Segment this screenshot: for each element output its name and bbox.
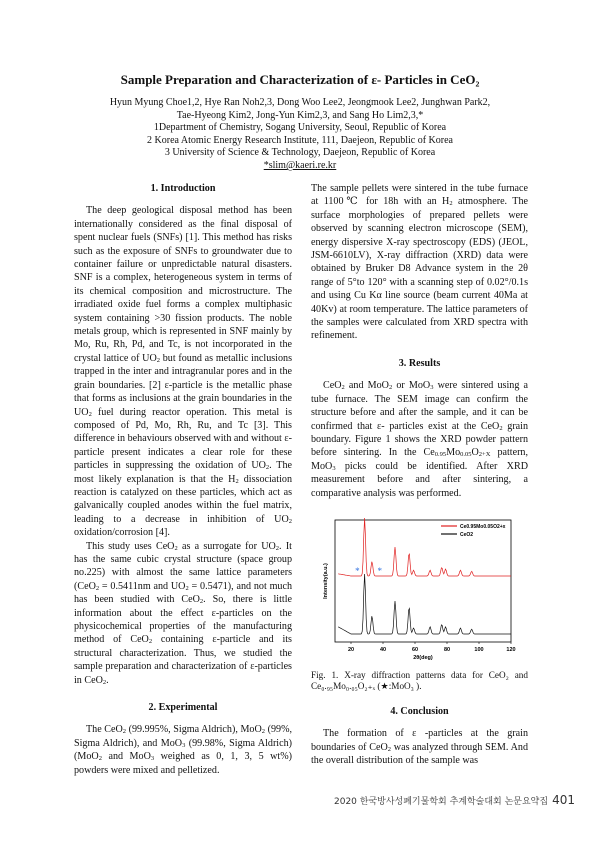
- page-number: 401: [552, 793, 575, 807]
- section-heading-results: 3. Results: [398, 357, 441, 369]
- legend-label: Ce0.95Mo0.05O2+x: [460, 523, 506, 530]
- author-block: [60, 97, 540, 173]
- results-paragraph: CeO$_2$ and MoO$_2$ or MoO$_3$ were sintered using a tube furnace. The SEM image can confirm the structure before and after the sample, and it can be confirmed that ε- particles exist at the CeO$_2$ grain boundary. Figure 1 shows the XRD powder pattern before sintering. In the $Ce_{0.95}Mo_{0.05}O_{2+X}$ pattern, MoO$_3$ picks could be identified. After XRD measurement before and after sintering, a comparative analysis was performed.: [311, 380, 529, 499]
- x-axis-label: 2θ(deg): [413, 654, 433, 661]
- series-line: [338, 574, 511, 634]
- x-tick-label: 60: [411, 646, 419, 653]
- x-tick-label: 80: [443, 646, 451, 653]
- experimental-paragraph-cont: The sample pellets were sintered in the tube furnace at 1100℃ for 18h with an $H_2$ atmosphere. The surface morphologies of prepared pellets were observed by scanning electron microscope (SEM), energy dispersive X-ray spectroscopy (EDS) (JEOL, JSM-6610LV), X-ray diffraction (XRD) data were obtained by Bruker D8 Advance system in the 2θ range of 5°to 120° with a scanning step of 0.02°/0.1s and using Cu Kα line source (beam current 40Ma at 40Kv) at room temperature. The lattice parameters of the samples were calculated from XRD spectra with refinement.: [311, 183, 529, 342]
- x-tick-label: 20: [347, 646, 355, 653]
- xrd-figure: [311, 514, 528, 664]
- section-heading-introduction: 1. Introduction: [150, 183, 216, 194]
- right-column: [311, 182, 528, 768]
- page-footer: [334, 793, 575, 807]
- plot-frame: [335, 520, 511, 642]
- moo3-marker: *: [377, 565, 383, 576]
- left-column: [74, 182, 292, 777]
- intro-paragraph-1: The deep geological disposal method has been internationally considered as the final disposal of spent nuclear fuels (SNFs) [1]. This method has risks such as the exposure of SNFs to groundwater due to container failure or unpredictable natural disasters. SNF is a complex, heterogeneous system in terms of its chemical composition and microstructure. The irradiated oxide fuel forms a complex multiphasic system containing >30 fission products. The noble metals group, which is represented in SNF mainly by Mo, Ru, Rh, Pd, and Tc, is not incorporated in the crystal lattice of $UO_2$ but found as metallic inclusions trapped in the inter and intragranular pores and in the grain boundaries. [2] ε-particle is the metallic phase that forms as inclusions at the grain boundaries in the $UO_2$ fuel during reactor operation. This metal is composed of Pd, Mo, Rh, Ru, and Tc [3]. This difference in behaviours observed with and without ε-particle present indicates a clear role for these particles in suppressing the oxidation of $UO_2$. The most likely explanation is that the $H_2$ dissociation reaction is catalyzed on these particles, which act as galvanically coupled anodes within the fuel matrix, leading to a decrease in inhibition of $UO_2$ oxidation/corrosion [4].: [74, 205, 292, 539]
- intro-paragraph-2: This study uses CeO$_2$ as a surrogate for $UO_2$. It has the same cubic crystal structure (space group no.225) with almost the same lattice parameters (CeO$_2$ = 0.5411nm and $UO_2 = 0.5471$), and not much has been studied with CeO$_2$. So, there is little information about the effect ε-particles on the physicochemical properties of the manufacturing method of CeO$_2$ containing ε-particle and its structural characterization. Thus, we studied the sample preparation and characterization of ε-particles in CeO$_2$.: [74, 540, 292, 686]
- authors-line-2: Tae-Hyeong Kim2, Jong-Yun Kim2,3, and Sang Ho Lim2,3,*: [176, 109, 424, 121]
- affiliation-2: 2 Korea Atomic Energy Research Institute, 111, Daejeon, Republic of Korea: [147, 134, 453, 146]
- paper-title: Sample Preparation and Characterization of ε- Particles in CeO₂: [120, 72, 480, 87]
- figure-caption: Fig. 1. X-ray diffraction patterns data for CeO₂ and Ce₀.₉₅Mo₀.₀₅O₂₊ₓ (★:MoO₃ ).: [311, 669, 528, 692]
- conclusion-paragraph: The formation of ε -particles at the grain boundaries of CeO$_2$ was analyzed through SEM. And the overall distribution of the sample was: [311, 728, 528, 767]
- legend-label: CeO2: [460, 531, 474, 538]
- affiliation-3: 3 University of Science & Technology, Daejeon, Republic of Korea: [164, 147, 436, 159]
- footer-text: 2020 한국방사성폐기물학회 추계학술대회 논문요약집: [334, 797, 549, 807]
- experimental-paragraph: The CeO$_2$ (99.995%, Sigma Aldrich), MoO$_2$ (99%, Sigma Aldrich), and MoO$_3$ (99.98%, Sigma Aldrich) (MoO$_2$ and MoO$_3$ weighed as 0, 1, 3, 5 wt%) powders were mixed and pelletized.: [74, 724, 293, 776]
- xrd-chart: [311, 514, 528, 664]
- section-heading-conclusion: 4. Conclusion: [390, 705, 449, 717]
- section-heading-experimental: 2. Experimental: [148, 702, 218, 714]
- x-tick-label: 40: [379, 646, 387, 653]
- x-tick-label: 120: [506, 646, 516, 653]
- moo3-marker: *: [355, 565, 360, 576]
- x-tick-label: 100: [474, 646, 484, 653]
- authors-line-1: Hyun Myung Choe1,2, Hye Ran Noh2,3, Dong Woo Lee2, Jeongmook Lee2, Junghwan Park2,: [109, 97, 491, 108]
- affiliation-1: 1Department of Chemistry, Sogang University, Seoul, Republic of Korea: [153, 122, 447, 134]
- y-axis-label: Intensity(a.u.): [323, 563, 329, 599]
- email-link[interactable]: *slim@kaeri.re.kr: [263, 159, 337, 171]
